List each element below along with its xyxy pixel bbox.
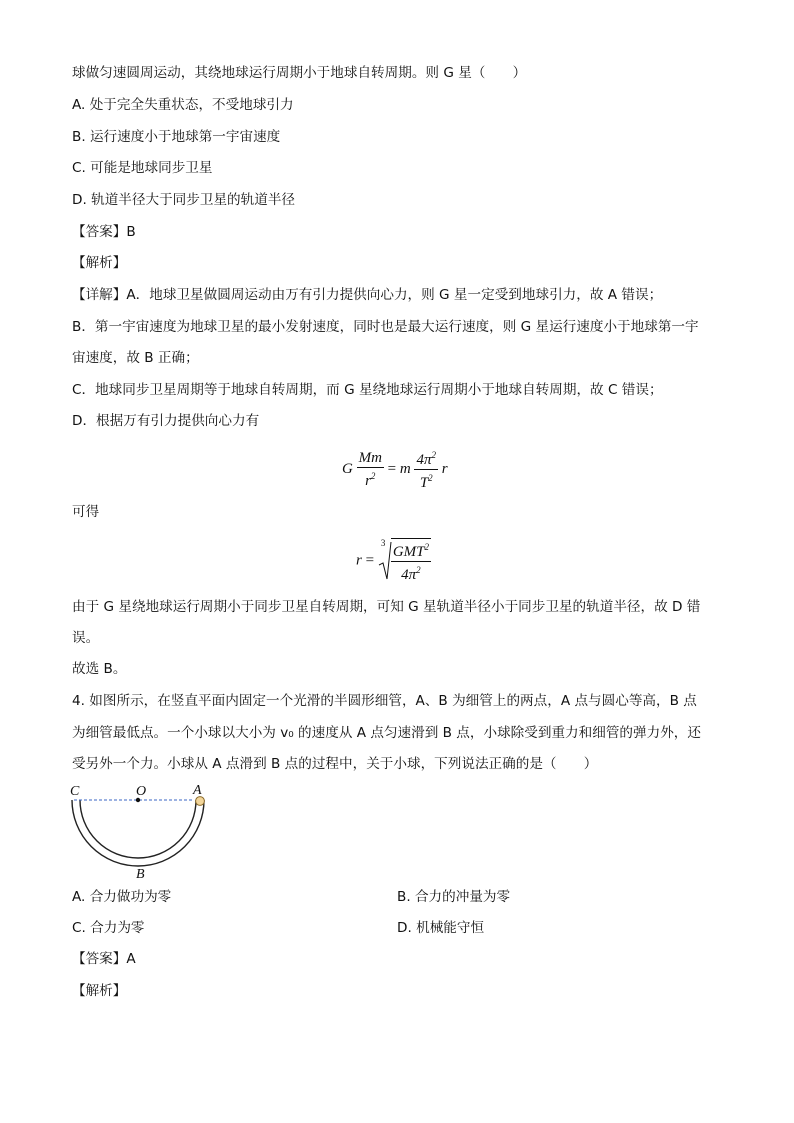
eq1-r: r xyxy=(441,460,448,477)
eq1-G: G xyxy=(342,460,353,477)
eq1-den2: $T^2$ xyxy=(419,473,433,491)
eq1-fraction-period xyxy=(414,447,438,492)
q3-conclusion-line2: 误。 xyxy=(72,630,100,646)
q4-stem-line3: 受另外一个力。小球从 A 点滑到 B 点的过程中，关于小球，下列说法正确的是（ ） xyxy=(72,756,598,772)
q3-option-a: A. 处于完全失重状态，不受地球引力 xyxy=(72,97,294,113)
eq2-fraction xyxy=(391,538,431,584)
detail-a-text: A．地球卫星做圆周运动由万有引力提供向心力，则 G 星一定受到地球引力，故 A 错误； xyxy=(126,287,663,303)
answer-value: B xyxy=(126,224,136,240)
eq1-equals: = xyxy=(387,460,397,477)
eq1-fraction-mass xyxy=(357,450,384,490)
q4-option-d: D. 机械能守恒 xyxy=(397,920,485,936)
q3-stem-tail: 球做匀速圆周运动，其绕地球运行周期小于地球自转周期。则 G 星（ ） xyxy=(72,65,527,81)
q3-conclusion-line1: 由于 G 星绕地球运行周期小于同步卫星自转周期，可知 G 星轨道半径小于同步卫星的轨道半径，故 D 错 xyxy=(72,599,701,615)
answer-label: 【答案】 xyxy=(72,224,127,240)
q3-detail-d: D．根据万有引力提供向心力有 xyxy=(72,413,260,429)
cube-root xyxy=(378,538,431,584)
eq2-equals: = xyxy=(365,552,375,569)
q4-option-a: A. 合力做功为零 xyxy=(72,889,172,905)
eq1-num2: $4\pi^2$ xyxy=(414,447,438,470)
q3-detail-b-line2: 宙速度，故 B 正确； xyxy=(72,350,199,366)
q3-option-c: C. 可能是地球同步卫星 xyxy=(72,160,213,176)
q4-option-b: B. 合力的冲量为零 xyxy=(397,889,511,905)
tube-inner-wall xyxy=(80,800,196,858)
eq1-m: m xyxy=(399,460,411,477)
eq1-num1: Mm xyxy=(358,449,382,466)
q4-answer xyxy=(72,953,136,967)
eq1-den1: $r^2$ xyxy=(365,470,376,489)
q4-analysis-label: 【解析】 xyxy=(72,983,127,999)
q3-detail-a xyxy=(72,289,662,303)
q3-detail-b-line1: B．第一宇宙速度为地球卫星的最小发射速度，同时也是最大运行速度，则 G 星运行速度小于地球第一宇 xyxy=(72,319,699,335)
eq2-num: GMT$^2$ xyxy=(391,539,431,562)
q3-detail-c: C．地球同步卫星周期等于地球自转周期，而 G 星绕地球运行周期小于地球自转周期，故 C 错误； xyxy=(72,382,663,398)
label-c: C xyxy=(70,784,80,799)
q4-stem-line1: 4. 如图所示，在竖直平面内固定一个光滑的半圆形细管，A、B 为细管上的两点，A 点与圆心等高，B 点 xyxy=(72,693,697,709)
label-b: B xyxy=(136,867,145,882)
answer-label: 【答案】 xyxy=(72,951,127,967)
q3-answer xyxy=(72,226,136,240)
q4-option-c: C. 合力为零 xyxy=(72,920,145,936)
radius-equation xyxy=(356,538,431,584)
eq2-lhs: r xyxy=(356,552,362,569)
semicircle-tube-figure xyxy=(66,782,216,882)
label-a: A xyxy=(193,783,202,798)
label-o: O xyxy=(136,784,147,799)
q4-stem-line2: 为细管最低点。一个小球以大小为 v₀ 的速度从 A 点匀速滑到 B 点，小球除受到重力和细管的弹力外，还 xyxy=(72,725,701,741)
eq2-den: $4\pi^2$ xyxy=(401,565,421,583)
q3-option-d: D. 轨道半径大于同步卫星的轨道半径 xyxy=(72,192,296,208)
q3-then: 可得 xyxy=(72,504,100,520)
q3-option-b: B. 运行速度小于地球第一宇宙速度 xyxy=(72,129,281,145)
detail-label: 【详解】 xyxy=(72,287,127,303)
q3-choose: 故选 B。 xyxy=(72,661,127,677)
q3-analysis-label: 【解析】 xyxy=(72,255,127,271)
root-index: 3 xyxy=(380,538,386,548)
gravitation-equation xyxy=(342,447,448,492)
tube-outer-wall xyxy=(72,800,204,866)
answer-value: A xyxy=(126,951,136,967)
